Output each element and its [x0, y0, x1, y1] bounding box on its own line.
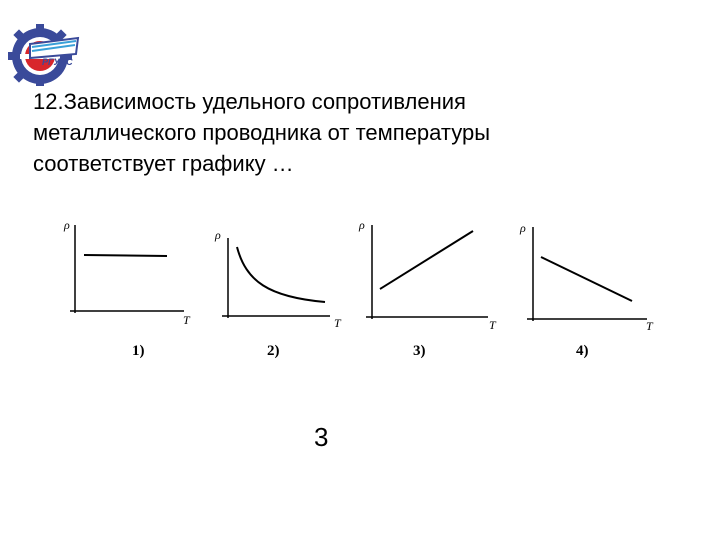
question-line: 12.Зависимость удельного сопротивления [33, 89, 466, 114]
x-axis-label: T [646, 319, 653, 333]
x-axis-label: T [183, 313, 190, 327]
y-axis-label: ρ [520, 221, 526, 235]
curve [541, 257, 632, 301]
curve [84, 255, 167, 256]
graph-label: 2) [267, 343, 280, 359]
x-axis-label: T [334, 316, 341, 330]
logo-text: РГУПС [42, 57, 73, 67]
question-line: металлического проводника от температуры [33, 120, 491, 145]
curve [237, 247, 325, 302]
graph-label: 4) [576, 343, 589, 359]
graph-1 [70, 225, 184, 313]
university-logo [0, 14, 86, 88]
question-line: соответствует графику … [33, 151, 294, 176]
graph-3 [366, 225, 488, 319]
x-axis-label: T [489, 318, 496, 332]
answer-text: 3 [314, 422, 329, 452]
y-axis-label: ρ [359, 218, 365, 232]
graph-2 [222, 238, 330, 318]
curve [380, 231, 473, 289]
graphs-panel [0, 205, 720, 370]
graph-label: 3) [413, 343, 426, 359]
graph-label: 1) [132, 343, 145, 359]
y-axis-label: ρ [215, 228, 221, 242]
question-text [33, 86, 673, 179]
graph-4 [527, 227, 647, 321]
y-axis-label: ρ [64, 218, 70, 232]
